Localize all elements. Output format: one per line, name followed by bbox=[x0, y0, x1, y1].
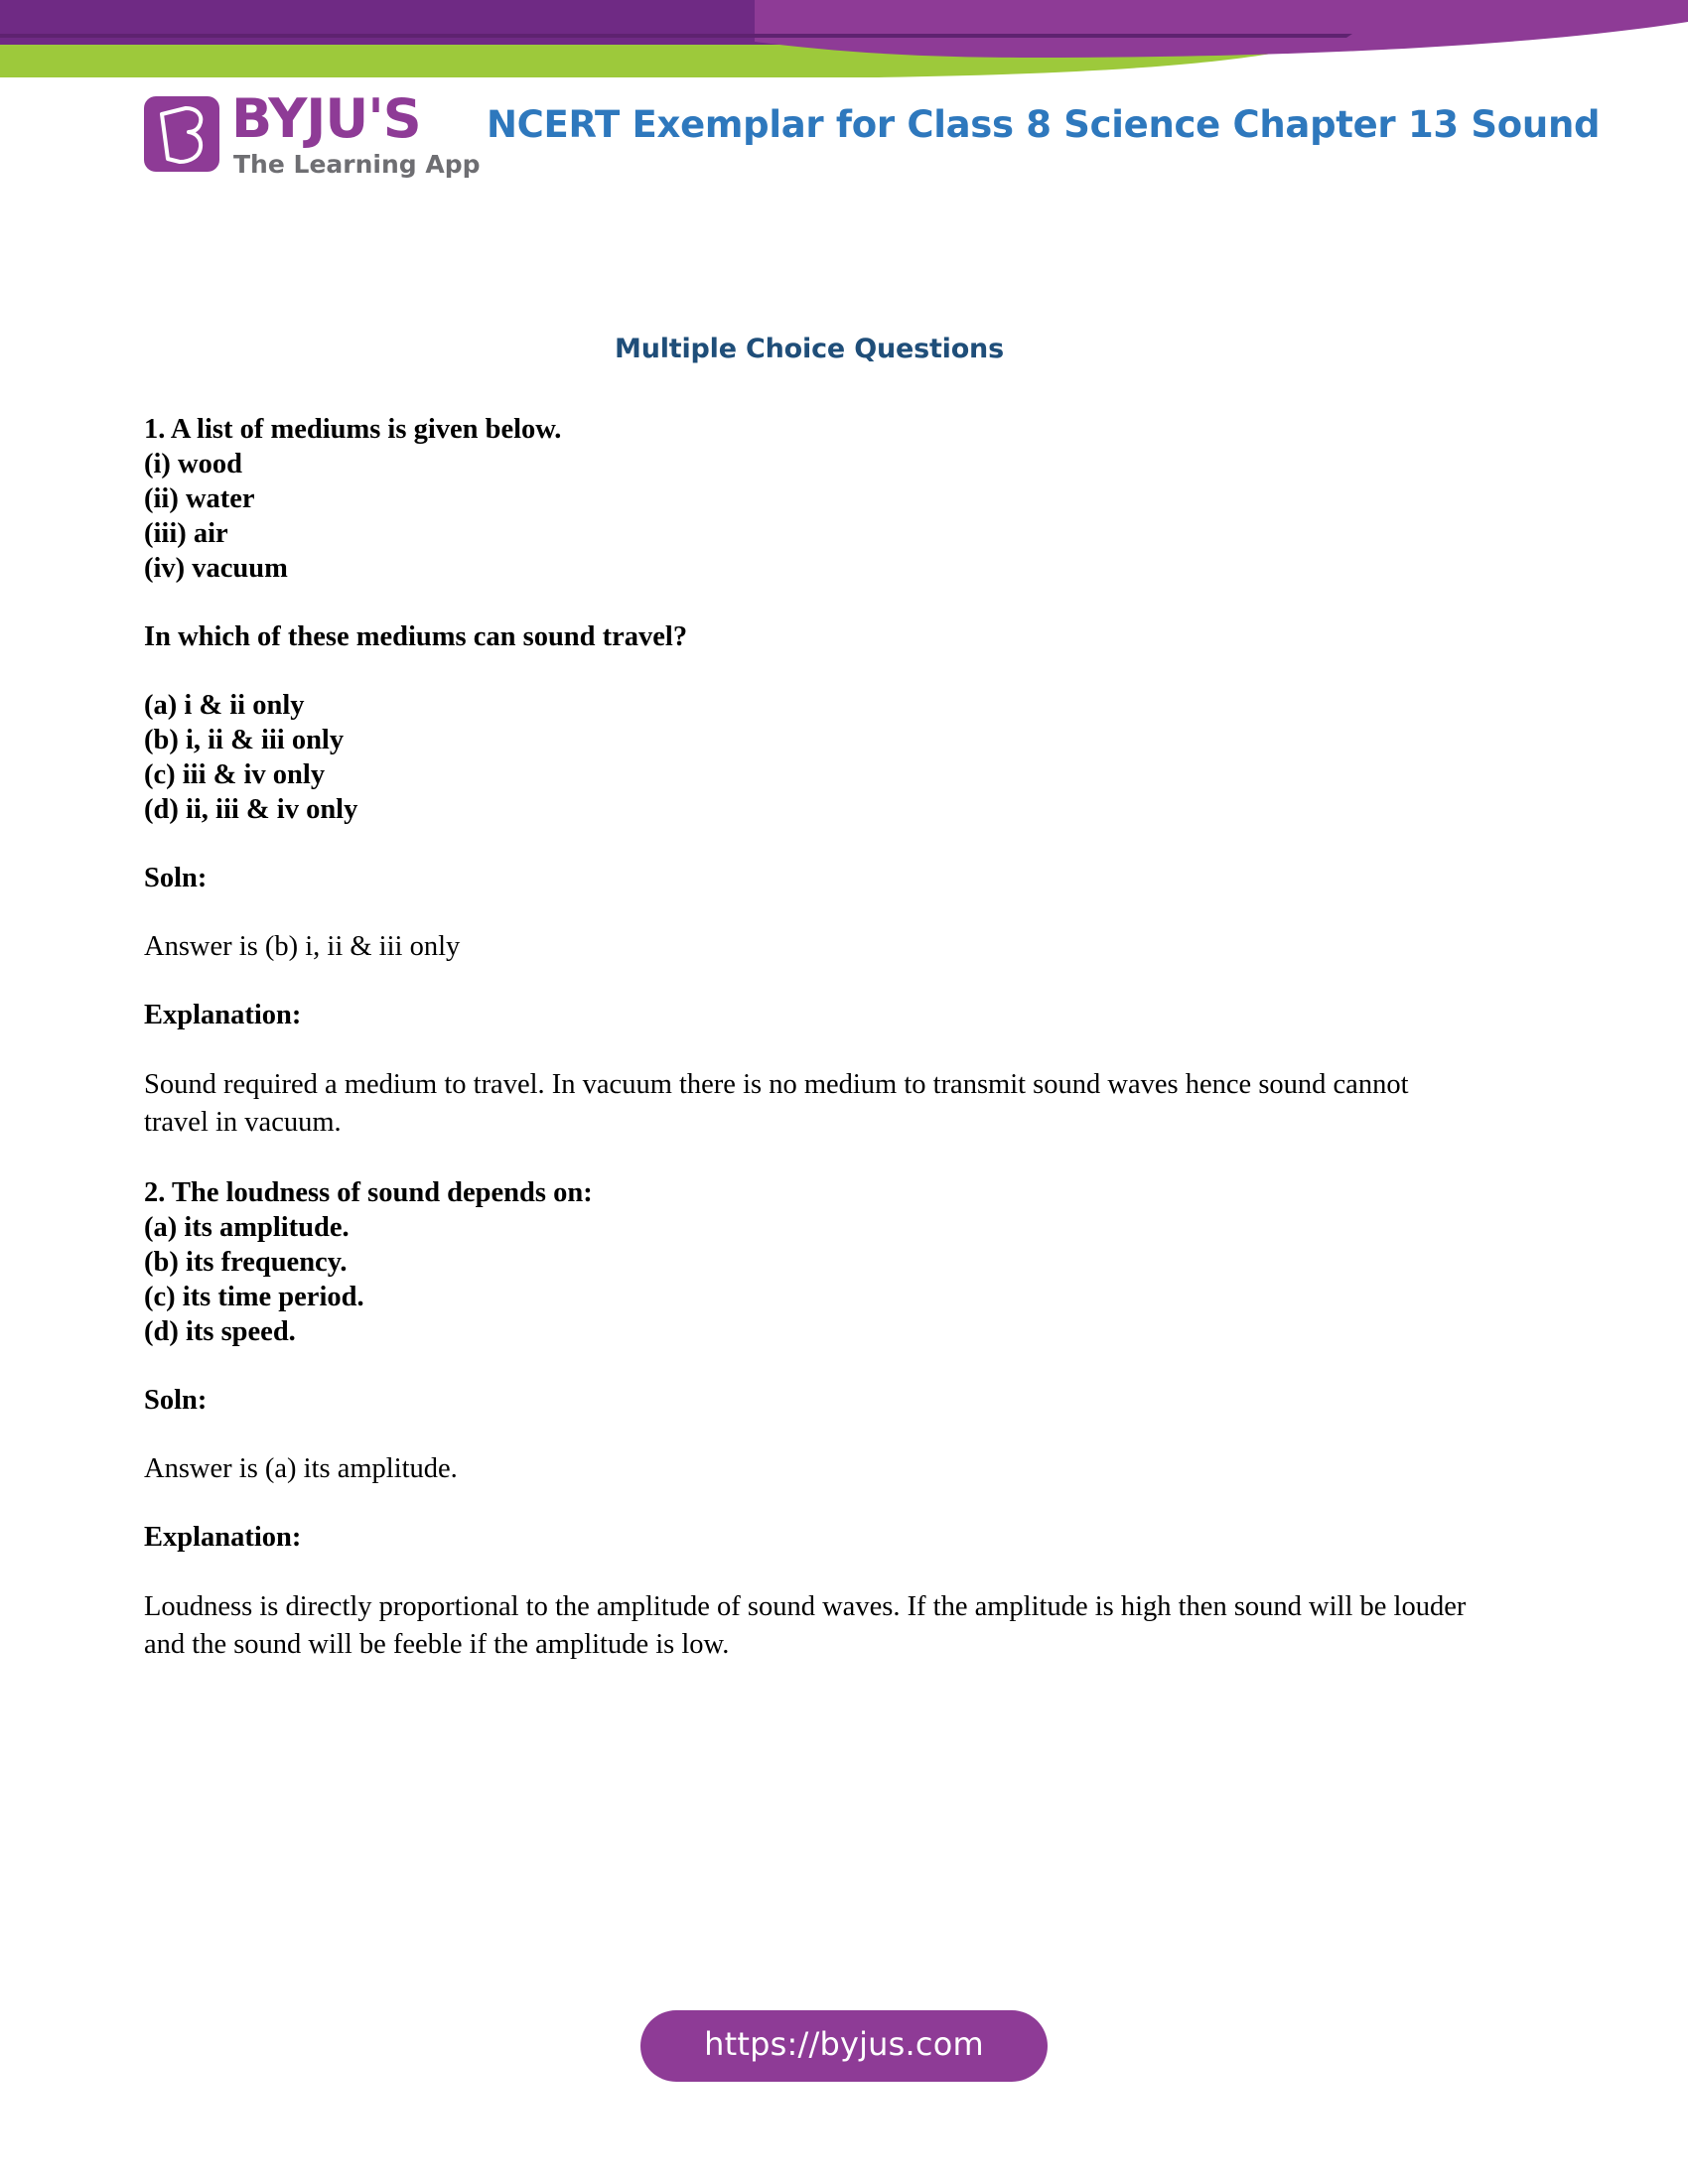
question-2-soln-label-block bbox=[144, 1383, 1475, 1418]
byjus-tagline: The Learning App bbox=[233, 150, 481, 179]
banner-divider-line bbox=[0, 34, 1352, 38]
question-2-explanation: Loudness is directly proportional to the amplitude of sound waves. If the amplitude is high then sound will be louder and the sound will be feeble if the amplitude is low. bbox=[144, 1591, 1467, 1660]
question-2-stem: 2. The loudness of sound depends on: bbox=[144, 1177, 593, 1208]
question-2-answer-block bbox=[144, 1451, 1475, 1486]
question-1-block bbox=[144, 412, 1475, 586]
question-1-option-b[interactable]: (b) i, ii & iii only bbox=[144, 725, 345, 755]
question-1-medium-item: (iv) vacuum bbox=[144, 553, 288, 584]
question-1-answer: Answer is (b) i, ii & iii only bbox=[144, 931, 461, 962]
question-1-prompt: In which of these mediums can sound travel? bbox=[144, 621, 688, 652]
byjus-logo[interactable] bbox=[144, 87, 481, 202]
question-1-stem: 1. A list of mediums is given below. bbox=[144, 414, 562, 445]
question-2-option-a[interactable]: (a) its amplitude. bbox=[144, 1212, 350, 1243]
byjus-url-button[interactable]: https://byjus.com bbox=[640, 2010, 1048, 2082]
question-1-medium-item: (i) wood bbox=[144, 449, 242, 479]
masthead bbox=[0, 87, 1688, 216]
question-1-explanation: Sound required a medium to travel. In vacuum there is no medium to transmit sound waves hence sound cannot travel in vacuum. bbox=[144, 1069, 1409, 1138]
question-2-option-d[interactable]: (d) its speed. bbox=[144, 1316, 296, 1347]
question-2-explanation-label-block bbox=[144, 1520, 1475, 1555]
document-content bbox=[144, 334, 1475, 1664]
question-1-options bbox=[144, 688, 1475, 827]
page-title: NCERT Exemplar for Class 8 Science Chapter 13 Sound bbox=[487, 103, 1601, 146]
question-1-prompt-block bbox=[144, 619, 1475, 654]
question-2-option-b[interactable]: (b) its frequency. bbox=[144, 1247, 348, 1278]
question-2-soln-label: Soln: bbox=[144, 1385, 208, 1416]
question-1-explanation-block bbox=[144, 1066, 1475, 1142]
footer bbox=[0, 2010, 1688, 2082]
question-2-block bbox=[144, 1175, 1475, 1349]
banner-purple-sweep bbox=[755, 0, 1688, 58]
question-1-soln-label-block bbox=[144, 861, 1475, 895]
byjus-wordmark: BYJU'S bbox=[231, 87, 421, 150]
question-1-soln-label: Soln: bbox=[144, 863, 208, 893]
question-1-option-c[interactable]: (c) iii & iv only bbox=[144, 759, 326, 790]
header-banner bbox=[0, 0, 1688, 89]
question-1-medium-item: (ii) water bbox=[144, 483, 255, 514]
byjus-logo-mark-icon bbox=[144, 96, 219, 172]
question-2-option-c[interactable]: (c) its time period. bbox=[144, 1282, 364, 1312]
question-2-answer: Answer is (a) its amplitude. bbox=[144, 1453, 458, 1484]
question-1-answer-block bbox=[144, 929, 1475, 964]
question-2-explanation-block bbox=[144, 1588, 1475, 1664]
question-2-explanation-label: Explanation: bbox=[144, 1522, 302, 1553]
question-1-medium-item: (iii) air bbox=[144, 518, 228, 549]
question-1-explanation-label-block bbox=[144, 998, 1475, 1032]
question-1-option-a[interactable]: (a) i & ii only bbox=[144, 690, 305, 721]
section-heading-multiple-choice-questions: Multiple Choice Questions bbox=[615, 334, 1004, 364]
question-1-explanation-label: Explanation: bbox=[144, 1000, 302, 1030]
question-1-option-d[interactable]: (d) ii, iii & iv only bbox=[144, 794, 358, 825]
